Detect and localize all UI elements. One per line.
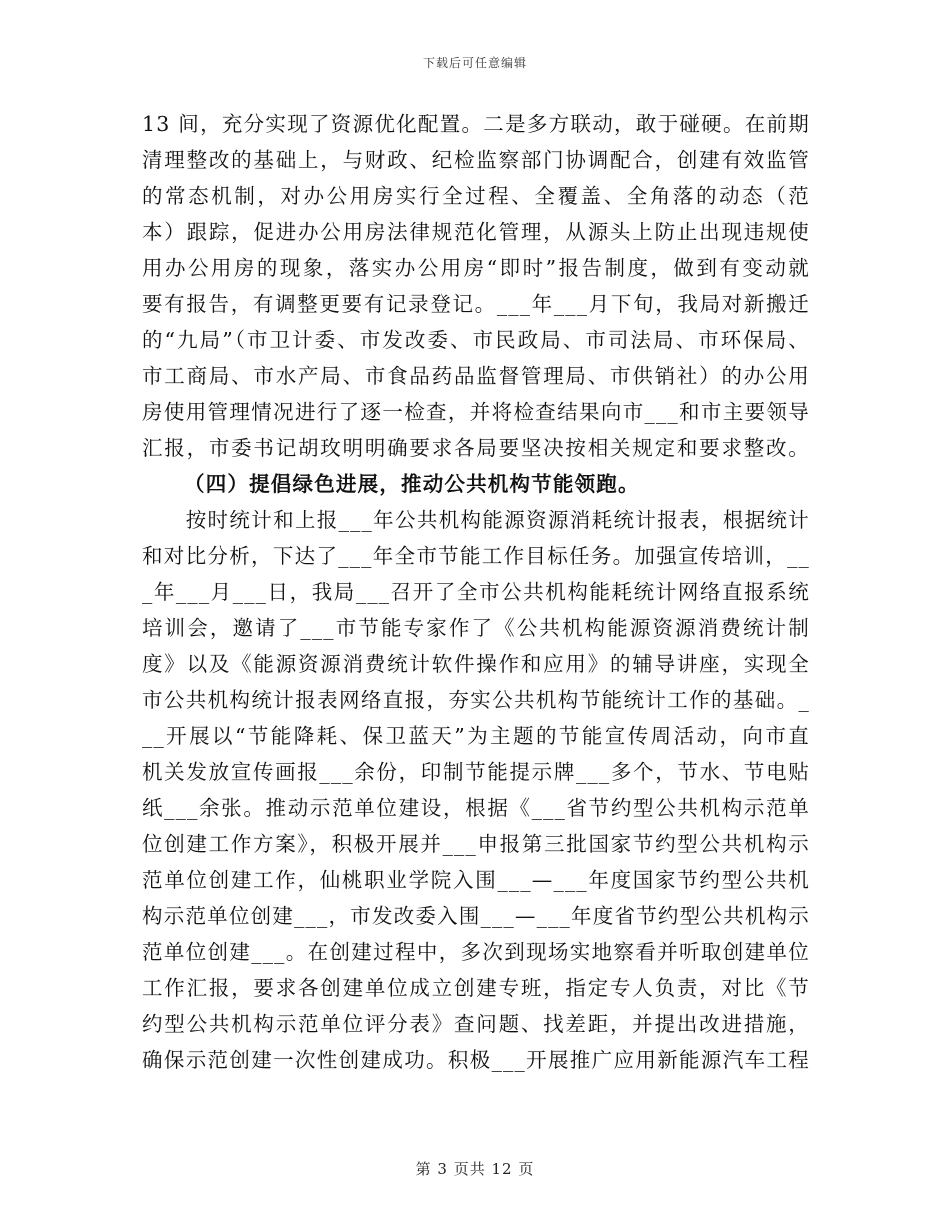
text-line: 培训会，邀请了___市节能专家作了《公共机构能源资源消费统计制 xyxy=(142,616,810,640)
text-line: 用办公用房的现象，落实办公用房“即时”报告制度，做到有变动就 xyxy=(142,256,810,280)
text-line: 纸___余张。推动示范单位建设，根据《___省节约型公共机构示范单 xyxy=(142,796,810,820)
text-line: 13 间，充分实现了资源优化配置。二是多方联动，敢于碰硬。在前期 xyxy=(142,112,810,136)
text-line: 汇报，市委书记胡玫明明确要求各局要坚决按相关规定和要求整改。 xyxy=(142,436,810,460)
text-line: __开展以“节能降耗、保卫蓝天”为主题的节能宣传周活动，向市直 xyxy=(142,724,810,748)
text-line: 机关发放宣传画报___余份，印制节能提示牌___多个，节水、节电贴 xyxy=(142,760,810,784)
page-number: 第 3 页共 12 页 xyxy=(415,1160,535,1178)
text-line: 度》以及《能源资源消费统计软件操作和应用》的辅导讲座，实现全 xyxy=(142,652,810,676)
text-line: 工作汇报，要求各创建单位成立创建专班，指定专人负责，对比《节 xyxy=(142,976,810,1000)
text-line: 市工商局、市水产局、市食品药品监督管理局、市供销社）的办公用 xyxy=(142,364,810,388)
text-line: 确保示范创建一次性创建成功。积极___开展推广应用新能源汽车工程 xyxy=(142,1048,810,1072)
text-line: _年___月___日，我局___召开了全市公共机构能耗统计网络直报系统 xyxy=(142,580,810,604)
text-line: 的常态机制，对办公用房实行全过程、全覆盖、全角落的动态（范 xyxy=(142,184,810,208)
text-line: 构示范单位创建___，市发改委入围___—___年度省节约型公共机构示 xyxy=(142,904,810,928)
text-line: 约型公共机构示范单位评分表》查问题、找差距，并提出改进措施， xyxy=(142,1012,810,1036)
document-body xyxy=(142,106,810,1078)
page-header-note: 下载后可任意编辑 xyxy=(422,56,527,70)
text-line: 市公共机构统计报表网络直报，夯实公共机构节能统计工作的基础。_ xyxy=(142,688,810,712)
text-line: 房使用管理情况进行了逐一检查，并将检查结果向市___和市主要领导 xyxy=(142,400,810,424)
text-line: 位创建工作方案》，积极开展并___申报第三批国家节约型公共机构示 xyxy=(142,832,810,856)
paragraph-first-line: 按时统计和上报___年公共机构能源资源消耗统计报表，根据统计 xyxy=(142,508,810,532)
section-heading: （四）提倡绿色进展，推动公共机构节能领跑。 xyxy=(184,472,640,496)
text-line: 清理整改的基础上，与财政、纪检监察部门协调配合，创建有效监管 xyxy=(142,148,810,172)
text-line: 的“九局”（市卫计委、市发改委、市民政局、市司法局、市环保局、 xyxy=(142,328,810,352)
text-line: 要有报告，有调整更要有记录登记。___年___月下旬，我局对新搬迁 xyxy=(142,292,810,316)
text-line: 和对比分析，下达了___年全市节能工作目标任务。加强宣传培训，__ xyxy=(142,544,810,568)
text-line: 本）跟踪，促进办公用房法律规范化管理，从源头上防止出现违规使 xyxy=(142,220,810,244)
text-line: 范单位创建___。在创建过程中，多次到现场实地察看并听取创建单位 xyxy=(142,940,810,964)
text-line: 范单位创建工作，仙桃职业学院入围___—___年度国家节约型公共机 xyxy=(142,868,810,892)
